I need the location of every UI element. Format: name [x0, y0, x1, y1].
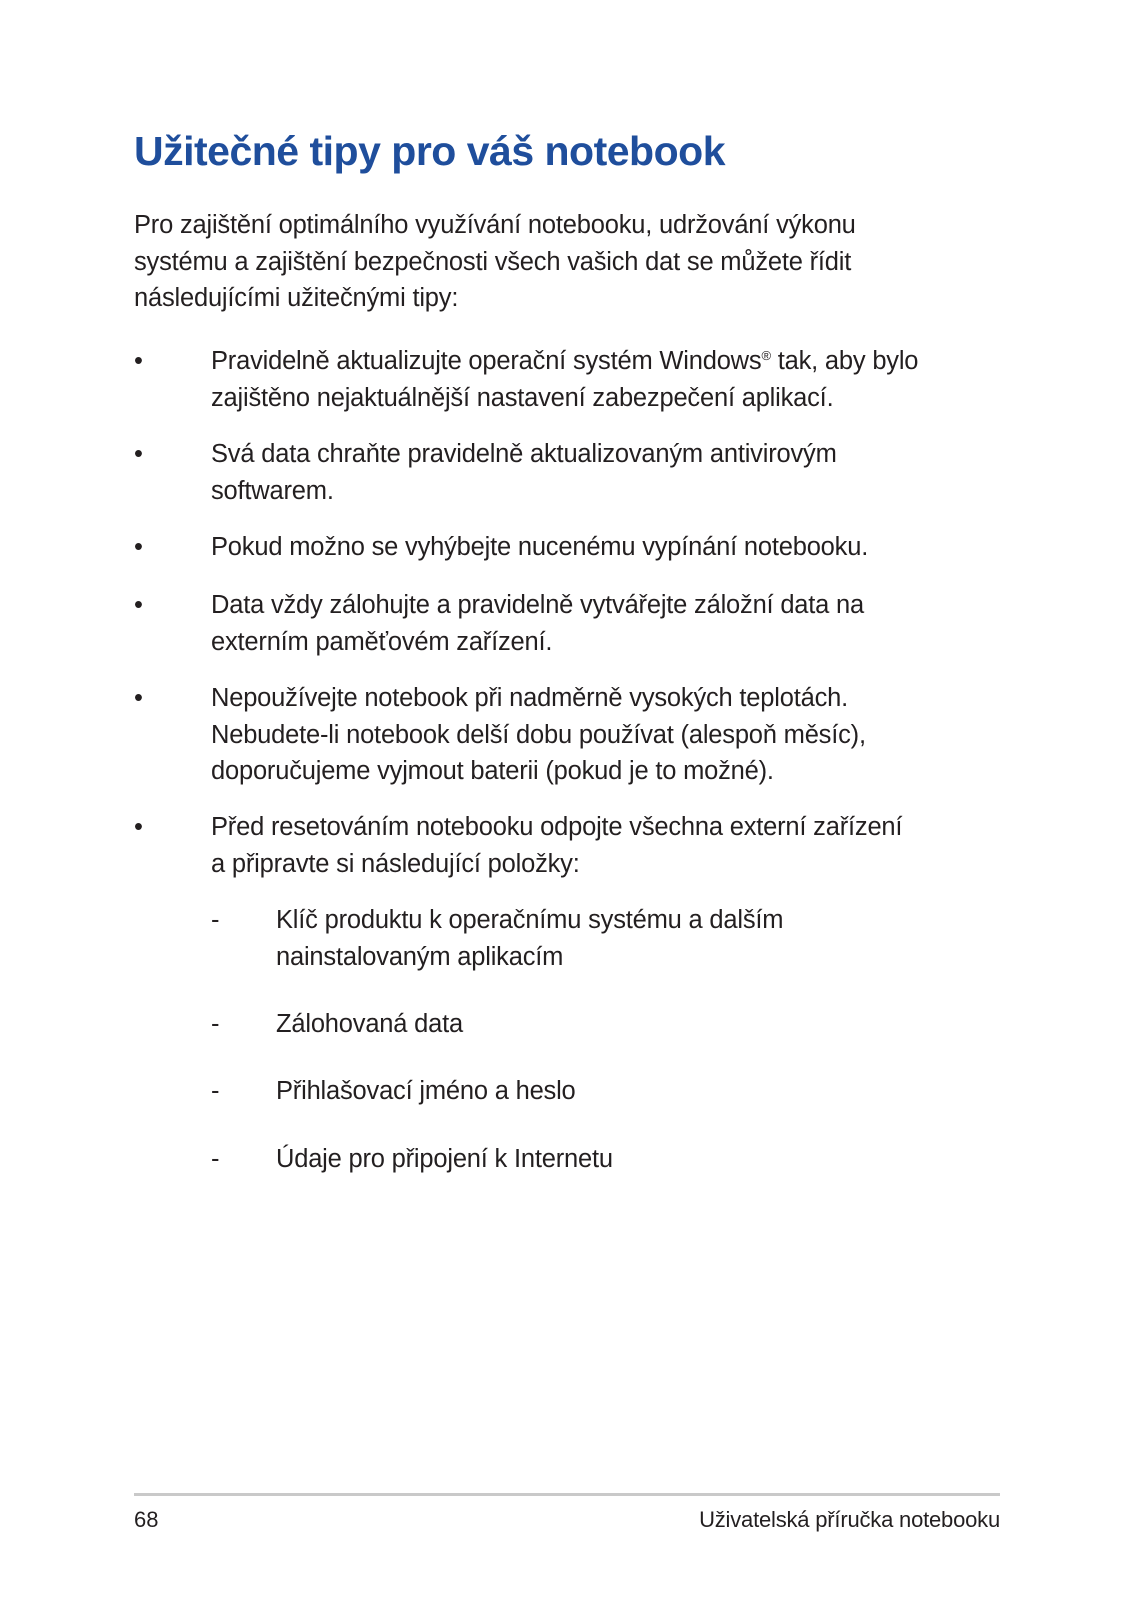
tip-line: zajištěno nejaktuálnější nastavení zabezpečení aplikací.	[211, 383, 834, 412]
dash-icon: -	[211, 906, 220, 934]
tip-item-antivirus	[134, 436, 994, 509]
bullet-icon: •	[134, 347, 143, 375]
subitem-internet	[211, 1141, 1011, 1178]
intro-line: systému a zajištění bezpečnosti všech vašich dat se můžete řídit	[134, 247, 852, 276]
subitem-line: Přihlašovací jméno a heslo	[276, 1077, 576, 1105]
page-number: 68	[134, 1507, 159, 1532]
subitem-line: Údaje pro připojení k Internetu	[276, 1145, 613, 1173]
bullet-icon: •	[134, 440, 143, 468]
tip-line: Pravidelně aktualizujte operační systém Windows® tak, aby bylo	[211, 347, 919, 375]
bullet-icon: •	[134, 813, 143, 841]
intro-paragraph	[134, 207, 994, 317]
tip-line: Svá data chraňte pravidelně aktualizovaným antivirovým	[211, 440, 837, 468]
bullet-icon: •	[134, 684, 143, 712]
tip-line: Pokud možno se vyhýbejte nucenému vypínání notebooku.	[211, 533, 869, 561]
tip-item-reset	[134, 809, 994, 882]
registered-mark: ®	[761, 348, 771, 363]
subitem-line: Klíč produktu k operačnímu systému a dalším	[276, 906, 784, 934]
tip-line: Data vždy zálohujte a pravidelně vytvářejte záložní data na	[211, 591, 865, 619]
tip-line: Nebudete-li notebook delší dobu používat (alespoň měsíc),	[211, 720, 866, 749]
tip-line: a připravte si následující položky:	[211, 849, 580, 878]
tip-line: Před resetováním notebooku odpojte všechna externí zařízení	[211, 813, 903, 841]
footer-document-title: Uživatelská příručka notebooku	[699, 1507, 1000, 1532]
tip-item-backup	[134, 587, 994, 660]
intro-line: Pro zajištění optimálního využívání notebooku, udržování výkonu	[134, 211, 856, 239]
subitem-line: Zálohovaná data	[276, 1010, 463, 1038]
footer-divider	[134, 1493, 1000, 1496]
tip-item-windows-update	[134, 343, 994, 416]
tip-item-temperature	[134, 680, 994, 790]
subitem-backup-data	[211, 1006, 1011, 1043]
bullet-icon: •	[134, 591, 143, 619]
dash-icon: -	[211, 1145, 220, 1173]
subitem-login	[211, 1073, 1011, 1110]
tip-line: externím paměťovém zařízení.	[211, 627, 553, 656]
tip-line: softwarem.	[211, 476, 334, 505]
subitem-line: nainstalovaným aplikacím	[276, 942, 564, 971]
subitem-product-key	[211, 902, 1011, 975]
bullet-icon: •	[134, 533, 143, 561]
dash-icon: -	[211, 1010, 220, 1038]
tip-line: doporučujeme vyjmout baterii (pokud je to možné).	[211, 757, 774, 785]
page-title: Užitečné tipy pro váš notebook	[134, 128, 725, 174]
intro-line: následujícími užitečnými tipy:	[134, 284, 459, 312]
dash-icon: -	[211, 1077, 220, 1105]
tip-line: Nepoužívejte notebook při nadměrně vysokých teplotách.	[211, 684, 848, 712]
tip-item-forced-shutdown	[134, 529, 994, 566]
